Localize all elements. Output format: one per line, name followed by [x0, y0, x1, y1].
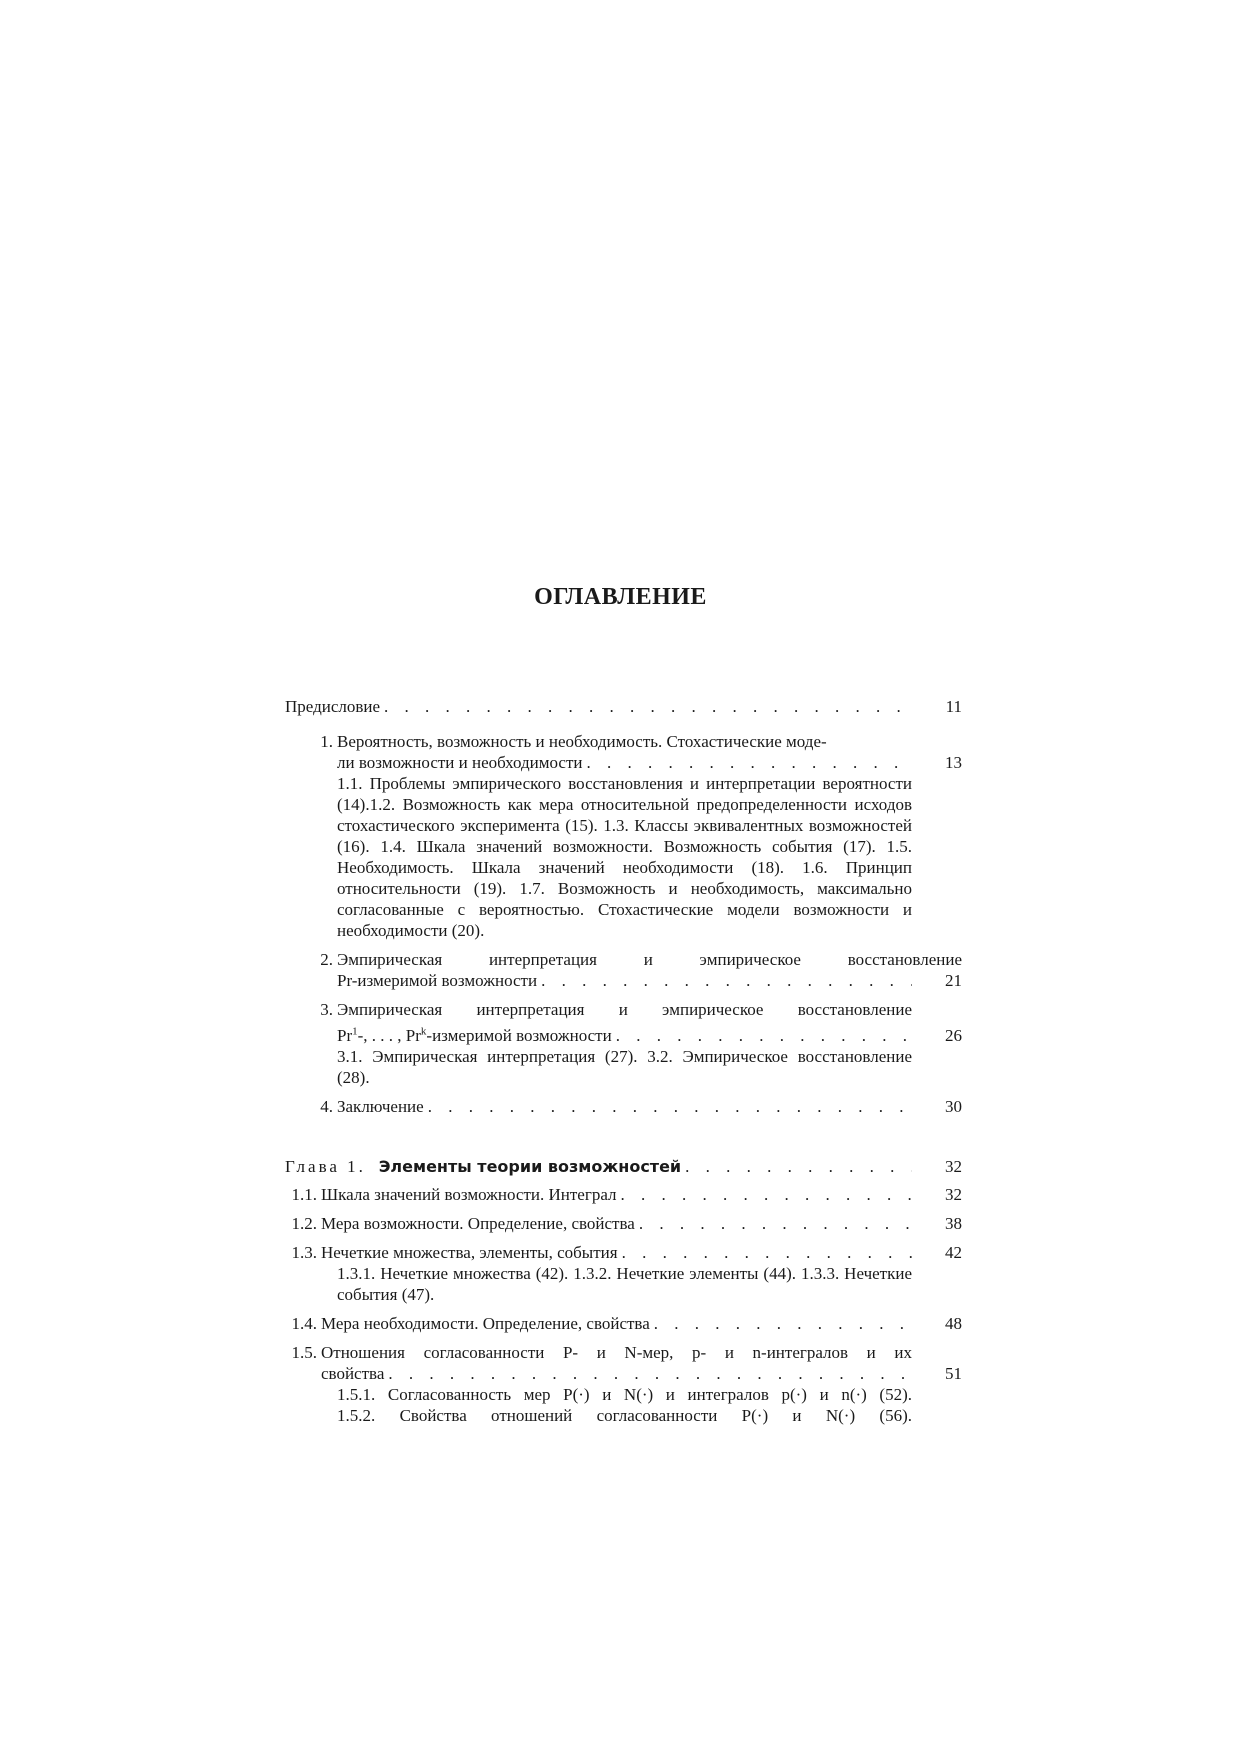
toc-entry-4[interactable]	[285, 1096, 962, 1117]
toc-entry-3[interactable]	[285, 999, 962, 1046]
entry-number: 1.	[320, 732, 333, 751]
subsections-text: 1.1. Проблемы эмпирического восстановления и интерпретации вероятности (14).1.2. Возможность как мера относительной предопределенности исходов стохастического эксперимента (15). 1.3. Классы эквивалентных возможностей (16). 1.4. Шкала значений возможности. Возможность события (17). 1.5. Необходимость. Шкала значений необходимости (18). 1.6. Принцип относительности (19). 1.7. Возможность и необходимость, максимально согласованные с вероятностью. Стохастические модели возможности и необходимости (20).	[337, 774, 912, 940]
entry-line: Отношения согласованности P- и N-мер, p- и n-интегралов и их	[321, 1343, 912, 1362]
leader-dots	[616, 1025, 912, 1046]
page-number: 13	[945, 753, 962, 772]
entry-line: Шкала значений возможности. Интеграл	[321, 1185, 617, 1204]
entry-line: Pr$^1$-, . . . , Pr$^k$-измеримой возможности	[337, 1025, 612, 1045]
toc-section-1-2[interactable]	[285, 1213, 962, 1234]
page-number: 51	[945, 1364, 962, 1383]
entry-line: Заключение	[337, 1097, 424, 1116]
page-title: ОГЛАВЛЕНИЕ	[534, 584, 707, 610]
leader-dots	[639, 1213, 912, 1234]
toc-intro-list	[285, 731, 962, 1117]
page-number: 38	[945, 1214, 962, 1233]
toc-preface[interactable]	[285, 696, 962, 717]
chapter-label: Глава 1.	[285, 1157, 366, 1176]
page-number: 48	[945, 1314, 962, 1333]
entry-line: ли возможности и необходимости	[337, 753, 583, 772]
entry-number: 1.2.	[291, 1214, 317, 1233]
entry-line: свойства	[321, 1364, 385, 1383]
toc-section-1-3[interactable]	[285, 1242, 962, 1263]
leader-dots	[388, 1363, 912, 1384]
entry-line: Pr-измеримой возможности	[337, 971, 538, 990]
toc-section-1-1[interactable]	[285, 1184, 962, 1205]
leader-dots	[428, 1096, 912, 1117]
entry-line: Эмпирическая интерпретация и эмпирическое восстановление	[337, 1000, 912, 1019]
leader-dots	[587, 752, 913, 773]
toc-chapter-1[interactable]	[285, 1156, 962, 1177]
entry-line: Нечеткие множества, элементы, события	[321, 1243, 618, 1262]
entry-number: 1.4.	[291, 1314, 317, 1333]
page-number: 11	[945, 697, 962, 716]
entry-number: 2.	[320, 950, 333, 969]
page-number: 26	[945, 1026, 962, 1045]
leader-dots	[654, 1313, 912, 1334]
entry-number: 1.1.	[291, 1185, 317, 1204]
toc-entry-2[interactable]	[285, 949, 962, 991]
leader-dots	[621, 1184, 913, 1205]
page-number: 32	[945, 1185, 962, 1204]
subsections-text: 1.5.1. Согласованность мер P(·) и N(·) и интегралов p(·) и n(·) (52).	[337, 1385, 912, 1404]
entry-line: Вероятность, возможность и необходимость. Стохастические моде-	[337, 732, 827, 751]
leader-dots	[541, 970, 912, 991]
entry-number: 3.	[320, 1000, 333, 1019]
page-number: 42	[945, 1243, 962, 1262]
entry-line: Мера возможности. Определение, свойства	[321, 1214, 635, 1233]
entry-line: Мера необходимости. Определение, свойства	[321, 1314, 650, 1333]
toc-entry-1[interactable]	[285, 731, 962, 773]
entry-number: 1.5.	[291, 1343, 317, 1362]
toc-sections-list	[285, 1184, 962, 1426]
leader-dots	[685, 1156, 912, 1177]
leader-dots	[384, 696, 912, 717]
subsections-text: 1.5.2. Свойства отношений согласованности P(·) и N(·) (56).	[337, 1406, 912, 1425]
page-number: 32	[945, 1157, 962, 1176]
entry-line: Эмпирическая интерпретация и эмпирическое восстановление	[337, 950, 962, 969]
leader-dots	[622, 1242, 912, 1263]
page-number: 21	[945, 971, 962, 990]
subsections-text: 1.3.1. Нечеткие множества (42). 1.3.2. Нечеткие элементы (44). 1.3.3. Нечеткие события (47).	[337, 1264, 912, 1304]
entry-number: 1.3.	[291, 1243, 317, 1262]
chapter-title: Элементы теории возможностей	[378, 1157, 682, 1176]
entry-number: 4.	[320, 1097, 333, 1116]
toc-section-1-5[interactable]	[285, 1342, 962, 1384]
page-number: 30	[945, 1097, 962, 1116]
subsections-text: 3.1. Эмпирическая интерпретация (27). 3.2. Эмпирическое восстановление (28).	[337, 1047, 912, 1087]
toc-section-1-4[interactable]	[285, 1313, 962, 1334]
toc-label: Предисловие	[285, 697, 381, 716]
